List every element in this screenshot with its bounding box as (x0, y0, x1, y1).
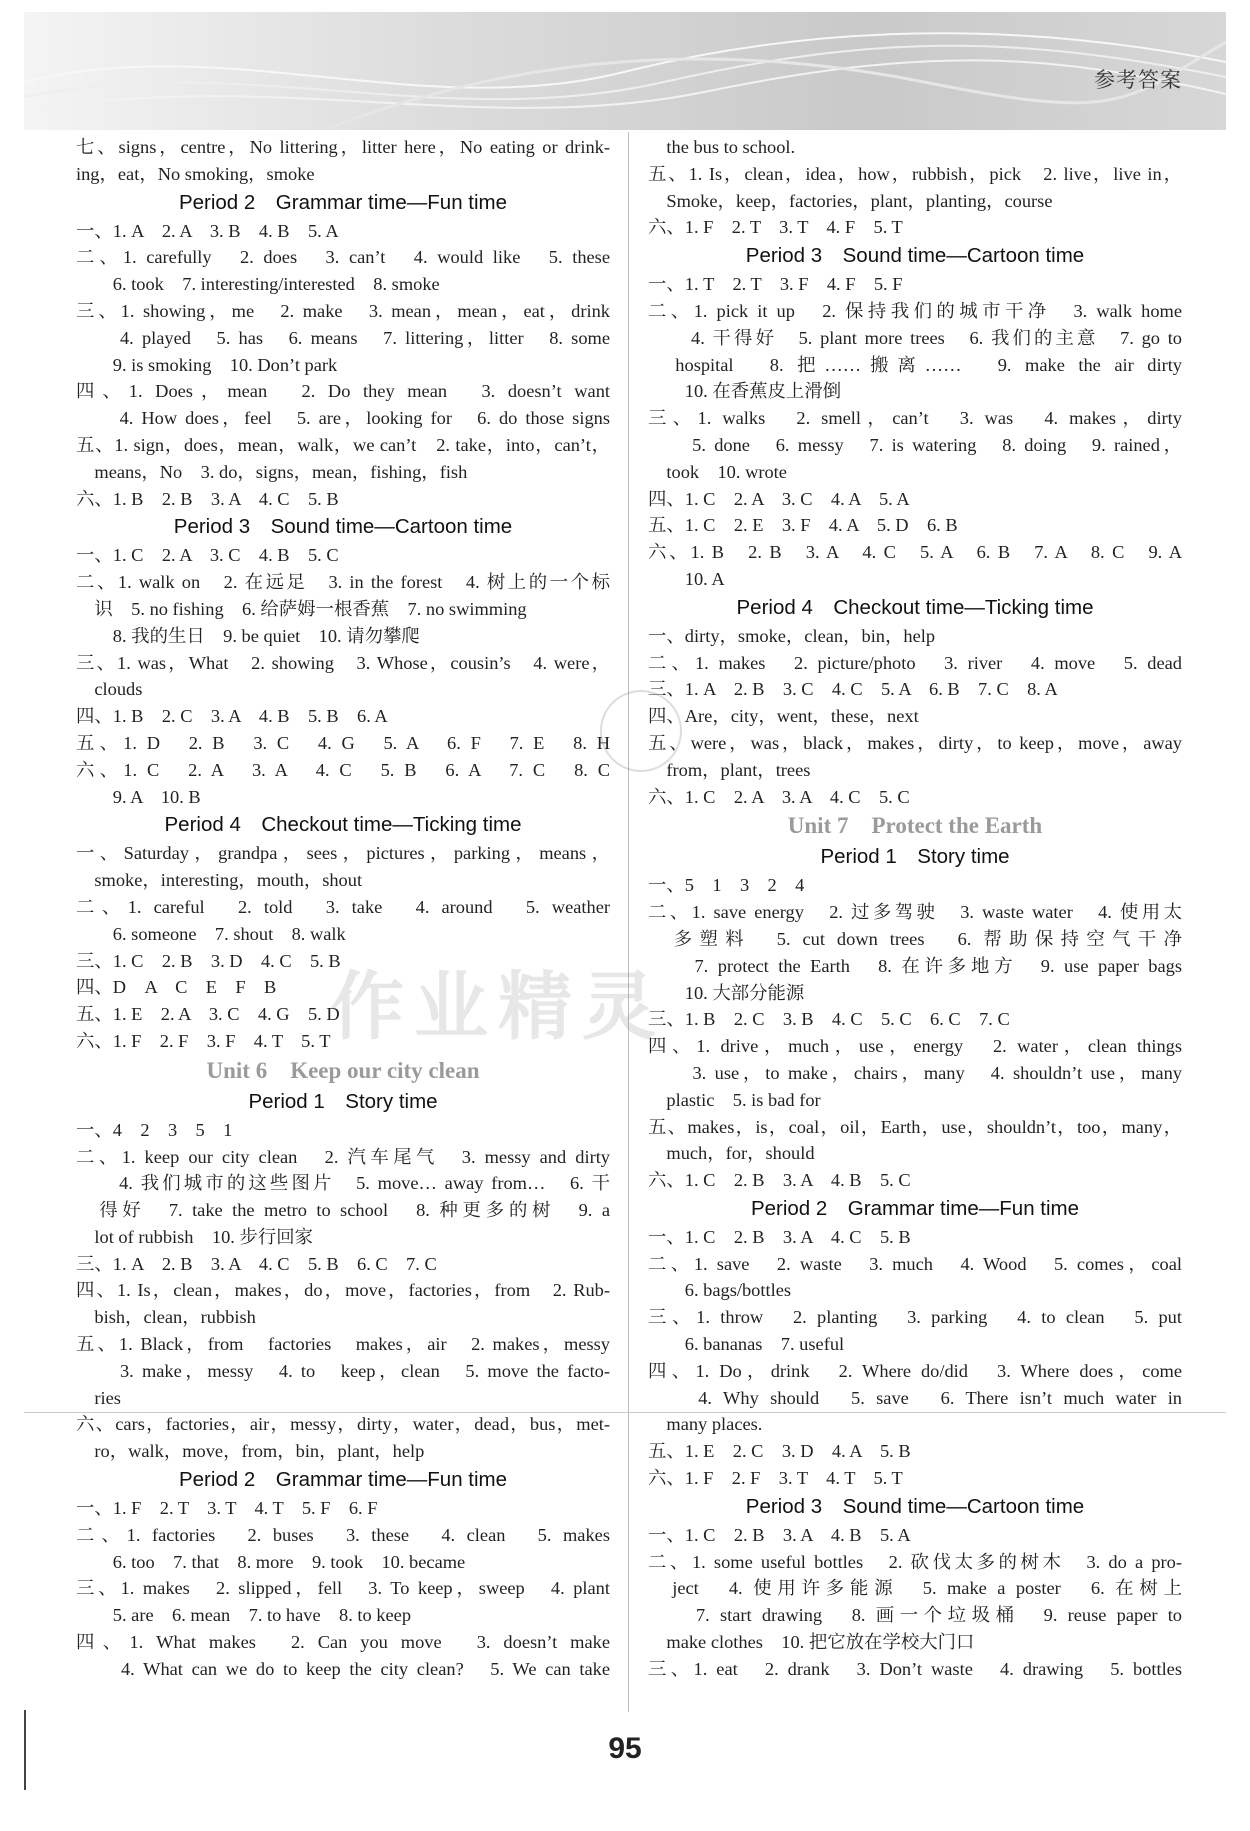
answer-line: 4. Why should 5. save 6. There isn’t much water in (648, 1387, 1182, 1408)
answer-line: 5. are 6. mean 7. to have 8. to keep (76, 1605, 412, 1626)
answer-line: 三、1. walks 2. smell，can’t 3. was 4. makes，dirty (648, 408, 1182, 429)
answer-line: 五、makes，is，coal，oil，Earth，use，shouldn’t，too，many， (648, 1116, 1182, 1137)
answer-line: 4. What can we do to keep the city clean? 5. We can take (76, 1658, 610, 1679)
answer-line: 五、1. C 2. E 3. F 4. A 5. D 6. B (648, 515, 958, 536)
answer-line: ing，eat，No smoking，smoke (76, 163, 315, 184)
answer-line: 三、1. throw 2. planting 3. parking 4. to clean 5. put (648, 1307, 1182, 1328)
section-heading: Period 4 Checkout time—Ticking time (736, 595, 1094, 619)
answer-line: much，for，should (648, 1143, 815, 1164)
answer-line: 五、1. Is，clean，idea，how，rubbish，pick 2. live，live in， (648, 163, 1182, 184)
answer-line: 8. 我的生日 9. be quiet 10. 请勿攀爬 (76, 625, 420, 646)
answer-line: 二、1. save 2. waste 3. much 4. Wood 5. comes，coal (648, 1253, 1182, 1274)
answer-line: 4. How does，feel 5. are，looking for 6. do those signs (76, 408, 610, 429)
answer-line: 六、1. B 2. B 3. A 4. C 5. A 6. B 7. A 8. C 9. A (648, 542, 1182, 563)
answer-line: 五、1. Black，from factories makes，air 2. makes，messy (76, 1334, 610, 1355)
answer-line: 二、1. carefully 2. does 3. can’t 4. would like 5. these (76, 247, 610, 268)
answer-line: 一、1. F 2. T 3. T 4. T 5. F 6. F (76, 1498, 378, 1519)
answer-line: 七、signs，centre，No littering，litter here，No eating or drink- (76, 137, 610, 157)
answer-line: 10. 在香蕉皮上滑倒 (648, 381, 842, 402)
answer-line: 六、1. C 2. A 3. A 4. C 5. B 6. A 7. C 8. C (76, 759, 610, 780)
answer-line: 四、1. C 2. A 3. C 4. A 5. A (648, 488, 910, 509)
section-heading: Period 1 Story time (248, 1089, 438, 1113)
answer-line: 六、1. C 2. B 3. A 4. B 5. C (648, 1170, 911, 1191)
section-heading: Period 3 Sound time—Cartoon time (745, 1494, 1085, 1518)
answer-line: 一、1. A 2. A 3. B 4. B 5. A (76, 220, 339, 241)
answer-line: 六、cars，factories，air，messy，dirty，water，dead，bus，met- (76, 1414, 610, 1435)
answer-line: 五、1. sign，does，mean，walk，we can’t 2. take，into，can’t， (76, 434, 610, 455)
answer-line: 3. make，messy 4. to keep，clean 5. move the facto- (76, 1360, 610, 1381)
answer-line: 3. use，to make，chairs，many 4. shouldn’t use，many (648, 1062, 1182, 1083)
answer-line: 9. A 10. B (76, 786, 201, 807)
answer-line: 四、1. drive，much，use，energy 2. water，clean things (648, 1036, 1182, 1057)
answer-line: the bus to school. (648, 137, 796, 157)
answer-line: 三、1. A 2. B 3. C 4. C 5. A 6. B 7. C 8. A (648, 679, 1058, 700)
answer-line: means，No 3. do，signs，mean，fishing，fish (76, 461, 468, 482)
answer-line: 10. 大部分能源 (648, 982, 805, 1003)
answer-line: 6. too 7. that 8. more 9. took 10. became (76, 1551, 466, 1572)
answer-line: 一、5 1 3 2 4 (648, 875, 805, 896)
right-column (648, 134, 1182, 1683)
answer-line: 9. is smoking 10. Don’t park (76, 354, 338, 375)
answer-line: 4. played 5. has 6. means 7. littering，litter 8. some (76, 327, 610, 348)
answer-line: 一、dirty，smoke，clean，bin，help (648, 625, 936, 646)
answer-line: from，plant，trees (648, 759, 811, 780)
answer-line: 五、1. D 2. B 3. C 4. G 5. A 6. F 7. E 8. H (76, 732, 610, 753)
answer-line: 一、4 2 3 5 1 (76, 1119, 233, 1140)
page-header (24, 12, 1226, 130)
answer-line: 四、1. What makes 2. Can you move 3. doesn’t make (76, 1632, 610, 1653)
answer-line: 一、Saturday，grandpa，sees，pictures，parking，means， (76, 843, 610, 864)
answer-line: 六、1. B 2. B 3. A 4. C 5. B (76, 488, 339, 509)
answer-line: 五、1. E 2. A 3. C 4. G 5. D (76, 1004, 340, 1025)
answer-line: 6. bananas 7. useful (648, 1334, 845, 1355)
answer-line: 一、1. C 2. B 3. A 4. B 5. A (648, 1524, 911, 1545)
answer-line: 二、1. keep our city clean 2. 汽车尾气 3. messy and dirty (76, 1146, 610, 1167)
answer-line: 7. protect the Earth 8. 在许多地方 9. use paper bags (648, 955, 1182, 976)
answer-line: 三、1. A 2. B 3. A 4. C 5. B 6. C 7. C (76, 1253, 437, 1274)
answer-line: plastic 5. is bad for (648, 1089, 821, 1110)
unit-heading: Unit 7 Protect the Earth (787, 813, 1043, 839)
answer-line: 三、1. C 2. B 3. D 4. C 5. B (76, 950, 341, 971)
answer-line: many places. (648, 1414, 763, 1435)
answer-line: 一、1. C 2. B 3. A 4. C 5. B (648, 1226, 911, 1247)
answer-line: 四、D A C E F B (76, 977, 277, 998)
answer-line: lot of rubbish 10. 步行回家 (76, 1226, 314, 1247)
answer-line: took 10. wrote (648, 461, 787, 482)
answer-line: 4. 我们城市的这些图片 5. move… away from… 6. 干 (76, 1173, 610, 1194)
stamp-mark (600, 690, 682, 772)
section-heading: Period 3 Sound time—Cartoon time (745, 244, 1085, 268)
answer-line: make clothes 10. 把它放在学校大门口 (648, 1632, 975, 1653)
answer-line: 四、1. Does，mean 2. Do they mean 3. doesn’t want (76, 381, 610, 402)
answer-line: 三、1. was，What 2. showing 3. Whose，cousin’s 4. were， (76, 652, 610, 673)
answer-line: 二、1. save energy 2. 过多驾驶 3. waste water 4. 使用太 (648, 902, 1182, 923)
page-number: 95 (608, 1732, 642, 1765)
section-heading: Period 3 Sound time—Cartoon time (173, 515, 513, 539)
answer-line: 识 5. no fishing 6. 给萨姆一根香蕉 7. no swimming (76, 598, 527, 619)
answer-line: 10. A (648, 568, 725, 589)
answer-line: 二、1. pick it up 2. 保持我们的城市干净 3. walk home (648, 300, 1182, 321)
answer-line: 四、1. Is，clean，makes，do，move，factories，from 2. Rub- (76, 1280, 610, 1301)
left-column (76, 134, 610, 1683)
answer-line: 五、were，was，black，makes，dirty，to keep，move，away (648, 732, 1182, 753)
header-wave-decoration (24, 12, 1226, 130)
answer-line: 6. took 7. interesting/interested 8. smoke (76, 274, 440, 295)
answer-line: 5. done 6. messy 7. is watering 8. doing 9. rained， (648, 434, 1182, 455)
answer-line: 6. bags/bottles (648, 1280, 792, 1301)
header-title: 参考答案 (1094, 68, 1182, 92)
answer-line: 三、1. B 2. C 3. B 4. C 5. C 6. C 7. C (648, 1009, 1010, 1030)
answer-line: 四、1. Do，drink 2. Where do/did 3. Where does，come (648, 1360, 1182, 1381)
answer-line: 二、1. some useful bottles 2. 砍伐太多的树木 3. do a pro- (648, 1551, 1182, 1572)
answer-line: 六、1. F 2. F 3. T 4. T 5. T (648, 1468, 903, 1489)
answer-line: hospital 8. 把……搬离…… 9. make the air dirty (648, 354, 1182, 375)
answer-line: 多塑料 5. cut down trees 6. 帮助保持空气干净 (648, 928, 1182, 949)
answer-line: 三、1. eat 2. drank 3. Don’t waste 4. drawing 5. bottles (648, 1658, 1182, 1679)
answer-line: 六、1. F 2. T 3. T 4. F 5. T (648, 217, 903, 238)
answer-line: 二、1. factories 2. buses 3. these 4. clean 5. makes (76, 1524, 610, 1545)
answer-line: 7. start drawing 8. 画一个垃圾桶 9. reuse paper to (648, 1605, 1182, 1626)
section-heading: Period 1 Story time (820, 845, 1010, 869)
answer-line: 一、1. T 2. T 3. F 4. F 5. F (648, 274, 903, 295)
answer-line: 二、1. makes 2. picture/photo 3. river 4. move 5. dead (648, 652, 1182, 673)
section-heading: Period 2 Grammar time—Fun time (750, 1196, 1080, 1220)
answer-line: 6. someone 7. shout 8. walk (76, 923, 346, 944)
unit-heading: Unit 6 Keep our city clean (206, 1057, 480, 1083)
answer-line: 4. 干得好 5. plant more trees 6. 我们的主意 7. go to (648, 327, 1182, 348)
answer-line: 六、1. C 2. A 3. A 4. C 5. C (648, 786, 910, 807)
answer-line: 四、Are，city，went，these，next (648, 706, 919, 727)
answer-line: clouds (76, 679, 143, 700)
answer-line: 五、1. E 2. C 3. D 4. A 5. B (648, 1441, 911, 1462)
answer-line: 三、1. showing，me 2. make 3. mean，mean，eat，drink (76, 300, 610, 321)
answer-line: 四、1. B 2. C 3. A 4. B 5. B 6. A (76, 706, 388, 727)
answer-line: ro，walk，move，from，bin，plant，help (76, 1441, 425, 1462)
answer-line: ries (76, 1387, 121, 1408)
section-heading: Period 2 Grammar time—Fun time (178, 190, 508, 214)
column-divider (628, 132, 629, 1712)
answer-line: 二、1. walk on 2. 在远足 3. in the forest 4. 树上的一个标 (76, 572, 610, 593)
section-heading: Period 2 Grammar time—Fun time (178, 1468, 508, 1492)
answer-line: 得好 7. take the metro to school 8. 种更多的树 9. a (76, 1200, 610, 1221)
section-heading: Period 4 Checkout time—Ticking time (164, 813, 522, 837)
answer-line: 三、1. makes 2. slipped，fell 3. To keep，sweep 4. plant (76, 1578, 610, 1599)
answer-line: ject 4. 使用许多能源 5. make a poster 6. 在树上 (648, 1578, 1182, 1599)
margin-mark (24, 1710, 26, 1790)
answer-line: smoke，interesting，mouth，shout (76, 870, 363, 891)
answer-line: bish，clean，rubbish (76, 1307, 256, 1328)
answer-line: 二、1. careful 2. told 3. take 4. around 5. weather (76, 896, 610, 917)
answer-line: Smoke，keep，factories，plant，planting，course (648, 190, 1053, 211)
answer-line: 一、1. C 2. A 3. C 4. B 5. C (76, 545, 339, 566)
answer-line: 六、1. F 2. F 3. F 4. T 5. T (76, 1030, 331, 1051)
watermark: 作业精灵 (330, 964, 666, 1050)
